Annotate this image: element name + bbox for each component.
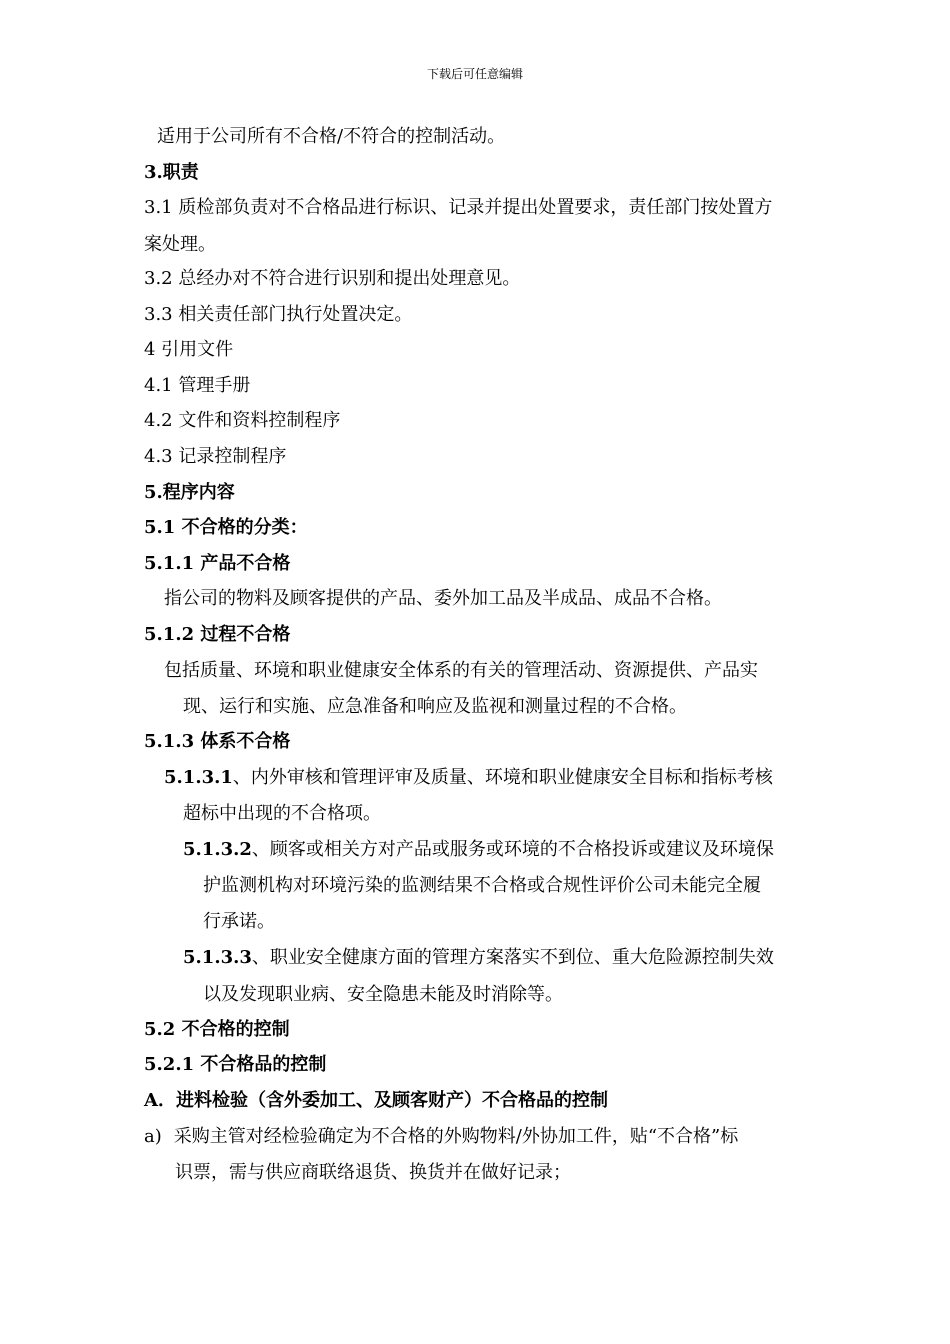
page-header: 下载后可任意编辑 — [426, 67, 523, 81]
section-heading-responsibilities: 3.职责 — [144, 162, 199, 183]
paragraph-3-2: 3.2 总经办对不符合进行识别和提出处理意见。 — [144, 268, 521, 289]
item-5-1-3-2-cont: 护监测机构对环境污染的监测结果不合格或合规性评价公司未能完全履 — [203, 875, 761, 896]
heading-5-1-1: 5.1.1 产品不合格 — [144, 553, 291, 574]
list-item-a — [144, 1125, 738, 1149]
list-marker: a) — [144, 1126, 162, 1147]
item-5-1-3-3 — [183, 946, 774, 970]
item-5-1-3-1-cont: 超标中出现的不合格项。 — [183, 803, 381, 824]
reference-4-3: 4.3 记录控制程序 — [144, 446, 287, 467]
item-5-1-3-1 — [164, 766, 773, 790]
heading-a-incoming: A．进料检验（含外委加工、及顾客财产）不合格品的控制 — [144, 1090, 608, 1111]
item-text: 、顾客或相关方对产品或服务或环境的不合格投诉或建议及环境保 — [251, 839, 774, 860]
reference-4-2: 4.2 文件和资料控制程序 — [144, 410, 341, 431]
heading-5-1: 5.1 不合格的分类： — [144, 517, 308, 538]
paragraph-3-1-cont: 案处理。 — [144, 234, 216, 255]
heading-5-2: 5.2 不合格的控制 — [144, 1019, 290, 1040]
paragraph-5-1-2-cont: 现、运行和实施、应急准备和响应及监视和测量过程的不合格。 — [183, 696, 687, 717]
item-number: 5.1.3.2 — [183, 839, 252, 860]
list-item-a-cont: 识票，需与供应商联络退货、换货并在做好记录； — [175, 1162, 571, 1183]
scope-text: 适用于公司所有不合格/不符合的控制活动。 — [157, 126, 506, 147]
item-number: 5.1.3.3 — [183, 947, 252, 968]
item-text: 、职业安全健康方面的管理方案落实不到位、重大危险源控制失效 — [251, 947, 774, 968]
heading-5-2-1: 5.2.1 不合格品的控制 — [144, 1054, 327, 1075]
paragraph-3-3: 3.3 相关责任部门执行处置决定。 — [144, 304, 413, 325]
heading-5-1-2: 5.1.2 过程不合格 — [144, 624, 291, 645]
list-item-text: 采购主管对经检验确定为不合格的外购物料/外协加工件，贴“不合格”标 — [173, 1126, 739, 1147]
item-text: 、内外审核和管理评审及质量、环境和职业健康安全目标和指标考核 — [232, 767, 773, 788]
section-heading-procedure: 5.程序内容 — [144, 482, 235, 503]
item-5-1-3-3-cont: 以及发现职业病、安全隐患未能及时消除等。 — [203, 984, 563, 1005]
item-5-1-3-2-cont2: 行承诺。 — [203, 911, 275, 932]
section-heading-references: 4 引用文件 — [144, 339, 234, 360]
paragraph-3-1: 3.1 质检部负责对不合格品进行标识、记录并提出处置要求，责任部门按处置方 — [144, 197, 773, 218]
item-number: 5.1.3.1 — [164, 767, 233, 788]
item-5-1-3-2 — [183, 838, 774, 862]
paragraph-5-1-2: 包括质量、环境和职业健康安全体系的有关的管理活动、资源提供、产品实 — [164, 660, 758, 681]
paragraph-5-1-1: 指公司的物料及顾客提供的产品、委外加工品及半成品、成品不合格。 — [164, 588, 722, 609]
heading-5-1-3: 5.1.3 体系不合格 — [144, 731, 291, 752]
reference-4-1: 4.1 管理手册 — [144, 375, 251, 396]
